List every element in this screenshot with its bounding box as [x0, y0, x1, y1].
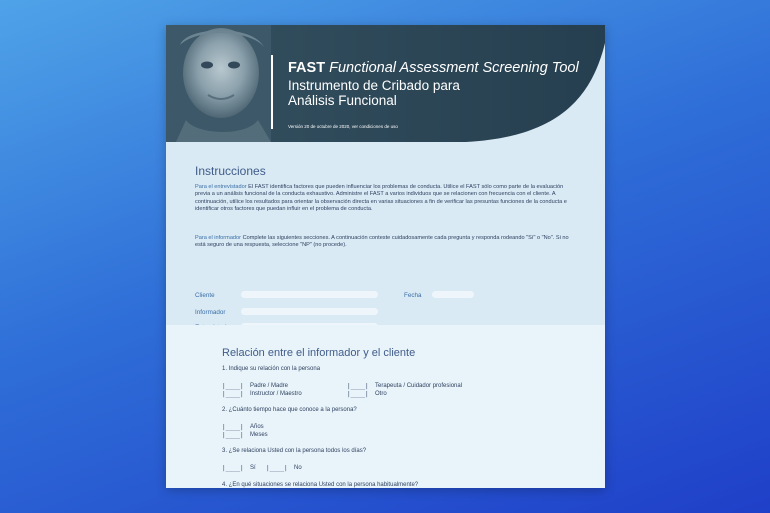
- instructions-heading: Instrucciones: [195, 164, 266, 178]
- option-terapeuta: Terapeuta / Cuidador profesional: [375, 383, 463, 389]
- option-instructor: Instructor / Maestro: [250, 391, 302, 397]
- relation-section: [166, 325, 605, 488]
- cliente-field[interactable]: [241, 291, 378, 298]
- checkbox-anos[interactable]: |____|: [222, 424, 244, 431]
- checkbox-padre[interactable]: |____|: [222, 383, 244, 390]
- interviewer-paragraph: Para el entrevistador El FAST identifica factores que pueden influenciar los problemas de conducta. Utilice el FAST sólo como parte de la evaluación previa a un análisis funcional de la conducta exhaustivo. Administre el FAST a varios individuos que se relacionen con frecuencia con el cliente. A continuación, utilice los resultados para orientar la observación directa en varias situaciones a fin de verificar las presuntas funciones de la conducta e identificar otros factores que puedan influir en el problema de conducta.: [195, 184, 567, 213]
- option-otro: Otro: [375, 391, 387, 397]
- informador-label: Informador: [195, 309, 226, 316]
- informador-field[interactable]: [241, 308, 378, 315]
- option-anos: Años: [250, 424, 264, 430]
- question-4: 4. ¿En qué situaciones se relaciona Usted con la persona habitualmente?: [222, 482, 419, 488]
- header-banner: [166, 25, 605, 142]
- instructions-section: [166, 142, 605, 325]
- child-photo: [183, 28, 259, 118]
- form-subtitle: Instrumento de Cribado para Análisis Funcional: [288, 78, 460, 108]
- question-1: 1. Indique su relación con la persona: [222, 366, 321, 372]
- option-meses: Meses: [250, 432, 268, 438]
- option-no: No: [294, 465, 302, 471]
- option-padre: Padre / Madre: [250, 383, 289, 389]
- cliente-label: Cliente: [195, 292, 215, 299]
- checkbox-no[interactable]: |____|: [266, 465, 288, 472]
- informant-paragraph: Para el informador Complete las siguientes secciones. A continuación conteste cuidadosamente cada pregunta y responda rodeando "Sí" o "No". Si no está seguro de una respuesta, seleccione "NP" (no procede).: [195, 235, 569, 249]
- relation-heading: Relación entre el informador y el cliente: [222, 347, 416, 359]
- form-title: FAST Functional Assessment Screening Tool: [288, 60, 579, 76]
- checkbox-meses[interactable]: |____|: [222, 432, 244, 439]
- question-3: 3. ¿Se relaciona Usted con la persona todos los días?: [222, 448, 367, 454]
- banner-divider: [271, 55, 273, 129]
- document-page: [166, 25, 605, 488]
- checkbox-si[interactable]: |____|: [222, 465, 244, 472]
- fecha-field[interactable]: [432, 291, 474, 298]
- version-note: Versión 20 de octubre de 2020, ver condiciones de uso: [288, 124, 398, 129]
- checkbox-terapeuta[interactable]: |____|: [347, 383, 369, 390]
- fecha-label: Fecha: [404, 292, 422, 299]
- checkbox-instructor[interactable]: |____|: [222, 391, 244, 398]
- option-si: Sí: [250, 465, 256, 471]
- question-2: 2. ¿Cuánto tiempo hace que conoce a la persona?: [222, 407, 357, 413]
- checkbox-otro[interactable]: |____|: [347, 391, 369, 398]
